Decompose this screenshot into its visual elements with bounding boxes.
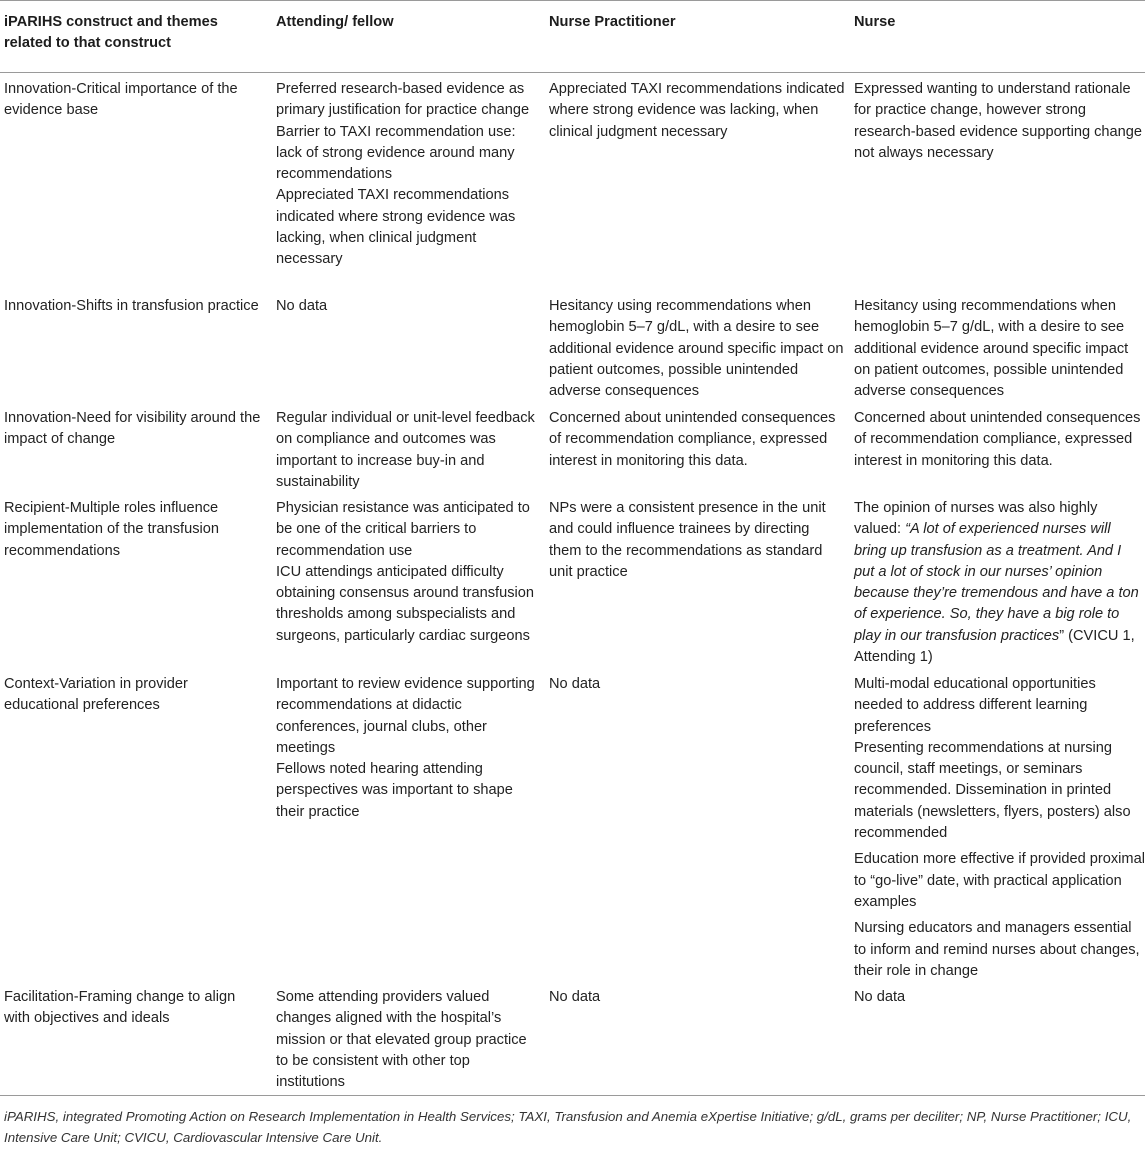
cell-paragraph: Appreciated TAXI recommendations indicated where strong evidence was lacking, when clinical judgment necessary — [276, 187, 516, 268]
header-construct: iPARIHS construct and themes related to that construct — [4, 14, 218, 52]
cell-paragraph: NPs were a consistent presence in the unit and could influence trainees by directing them to the recommendations as standard unit practice — [549, 500, 826, 580]
cell-paragraph: Preferred research-based evidence as primary justification for practice change — [276, 81, 530, 119]
cell-paragraph: No data — [276, 298, 328, 314]
nurse-cell — [854, 498, 1145, 668]
header-bottom-rule — [0, 72, 1145, 73]
np-cell — [549, 79, 845, 143]
attending-cell — [276, 79, 538, 271]
cell-paragraph: Physician resistance was anticipated to be one of the critical barriers to recommendation use — [276, 500, 530, 559]
construct-cell: Facilitation-Framing change to align with objectives and ideals — [4, 989, 236, 1027]
header-nurse: Nurse — [854, 14, 896, 30]
nurse-quote: “A lot of experienced nurses will bring up transfusion as a treatment. And I put a lot of stock in our nurses’ opinion because they’re tremendous and have a ton of experience. So, they have a big role to play in our transfusion practices — [854, 521, 1139, 644]
header-nurse-practitioner: Nurse Practitioner — [549, 14, 676, 30]
cell-paragraph: Barrier to TAXI recommendation use: lack of strong evidence around many recommendations — [276, 123, 516, 183]
table-bottom-rule — [0, 1095, 1145, 1096]
cell-paragraph: Important to review evidence supporting recommendations at didactic conferences, journal clubs, other meetings — [276, 676, 535, 756]
cell-paragraph: Multi-modal educational opportunities needed to address different learning preferences — [854, 676, 1096, 735]
cell-paragraph: Concerned about unintended consequences of recommendation compliance, expressed interest in monitoring this data. — [549, 410, 836, 469]
construct-cell: Innovation-Shifts in transfusion practice — [4, 298, 259, 314]
attending-cell — [276, 408, 538, 493]
cell-paragraph: Hesitancy using recommendations when hemoglobin 5–7 g/dL, with a desire to see additional evidence around specific impact on patient outcomes, possible unintended adverse consequences — [549, 298, 844, 400]
nurse-cell — [854, 296, 1145, 402]
table-footnote: iPARIHS, integrated Promoting Action on Research Implementation in Health Services; TAXI, Transfusion and Anemia eXpertise Initiative; g/dL, grams per deciliter; NP, Nurse Practitioner; ICU, Intensive Care Unit; CVICU, Cardiovascular Intensive Care Unit. — [4, 1109, 1132, 1145]
attending-cell — [276, 674, 538, 823]
cell-paragraph: Education more effective if provided proximal to “go-live” date, with practical application examples — [854, 851, 1145, 910]
cell-paragraph: Some attending providers valued changes aligned with the hospital’s mission or that elevated group practice to be consistent with other top institutions — [276, 989, 527, 1091]
nurse-quote-attribution: ” (CVICU 1, Attending 1) — [854, 627, 1135, 666]
cell-paragraph: Concerned about unintended consequences of recommendation compliance, expressed interest in monitoring this data. — [854, 410, 1141, 469]
cell-paragraph: ICU attendings anticipated difficulty obtaining consensus around transfusion thresholds among subspecialists and surgeons, particularly cardiac surgeons — [276, 563, 534, 644]
nurse-cell — [854, 408, 1145, 472]
cell-paragraph: Hesitancy using recommendations when hemoglobin 5–7 g/dL, with a desire to see additional evidence around specific impact on patient outcomes, possible unintended adverse consequences — [854, 298, 1129, 400]
cell-paragraph: Presenting recommendations at nursing council, staff meetings, or seminars recommended. Dissemination in printed materials (newsletters, flyers, posters) also recommended — [854, 739, 1131, 842]
cell-paragraph: Appreciated TAXI recommendations indicated where strong evidence was lacking, when clinical judgment necessary — [549, 81, 845, 140]
nurse-cell — [854, 674, 1145, 982]
np-cell — [549, 498, 845, 583]
construct-cell: Innovation-Critical importance of the evidence base — [4, 81, 238, 119]
cell-paragraph: No data — [549, 989, 601, 1005]
nurse-cell — [854, 79, 1145, 164]
construct-cell: Recipient-Multiple roles influence implementation of the transfusion recommendations — [4, 500, 219, 559]
cell-paragraph: Regular individual or unit-level feedback on compliance and outcomes was important to increase buy-in and sustainability — [276, 410, 535, 490]
header-attending-fellow: Attending/ fellow — [276, 14, 394, 30]
nurse-quote-lead: The opinion of nurses was also highly valued: — [854, 500, 1098, 538]
cell-paragraph: Nursing educators and managers essential to inform and remind nurses about changes, their role in change — [854, 920, 1140, 979]
nurse-cell — [854, 987, 1145, 1008]
cell-paragraph: No data — [854, 989, 906, 1005]
attending-cell — [276, 498, 538, 647]
attending-cell — [276, 296, 538, 317]
table-top-rule — [0, 0, 1145, 1]
cell-paragraph: Expressed wanting to understand rationale for practice change, however strong research-based evidence supporting change not always necessary — [854, 81, 1143, 161]
np-cell — [549, 296, 845, 402]
construct-cell: Context-Variation in provider educational preferences — [4, 676, 188, 714]
np-cell — [549, 408, 845, 472]
np-cell — [549, 674, 845, 695]
cell-paragraph: No data — [549, 676, 601, 692]
attending-cell — [276, 987, 538, 1093]
cell-paragraph: Fellows noted hearing attending perspectives was important to shape their practice — [276, 761, 513, 820]
construct-cell: Innovation-Need for visibility around the impact of change — [4, 410, 261, 448]
np-cell — [549, 987, 845, 1008]
